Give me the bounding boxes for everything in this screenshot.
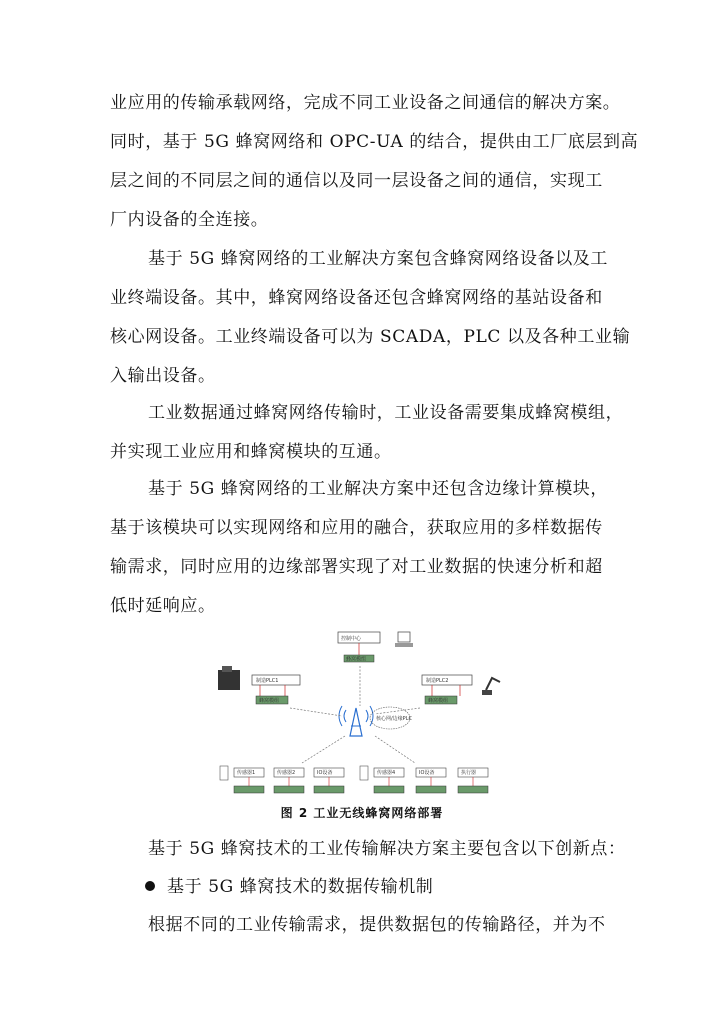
control-center-label: 控制中心 [341,636,362,642]
text-line: 低时延响应。 [110,596,216,616]
text-line: 入输出设备。 [110,366,216,386]
text-line: 输需求，同时应用的边缘部署实现了对工业数据的快速分析和超 [110,557,603,577]
bullet-icon [145,881,155,891]
device-label: IO设备 [419,770,435,776]
network-deployment-figure [210,628,510,803]
device-icon [220,766,228,780]
text-line: 根据不同的工业传输需求，提供数据包的传输路径，并为不 [148,915,606,935]
robot-arm-icon [486,678,500,690]
tower-label: 核心网/边缘PLC [376,716,412,722]
computer-icon [398,632,410,642]
plc2-node [422,675,500,704]
plc1-node [218,666,300,704]
module-label: 蜂窝模组 [428,698,449,704]
plc2-label: 制造PLC2 [426,678,449,684]
paragraph-1 [110,84,639,240]
device-label: 传感器1 [237,770,256,776]
device-group-left [220,766,344,793]
paragraph-3 [110,394,625,472]
device-group-right [360,766,488,793]
innovation-intro [110,830,625,869]
text-line: 工业数据通过蜂窝网络传输时，工业设备需要集成蜂窝模组， [148,403,624,423]
device-label: 执行器 [461,770,477,776]
text-line: 同时，基于 5G 蜂窝网络和 OPC-UA 的结合，提供由工厂底层到高 [110,132,639,152]
text-line: 层之间的不同层之间的通信以及同一层设备之间的通信，实现工 [110,171,603,191]
paragraph-4 [110,470,625,626]
text-line: 厂内设备的全连接。 [110,210,269,230]
computer-base-icon [395,643,413,647]
cell-tower-icon [350,708,362,736]
device-label: 传感器2 [277,770,296,776]
figure-caption: 图 2 工业无线蜂窝网络部署 [280,806,444,820]
module-label: 蜂窝模组 [346,656,367,663]
paragraph-last [110,906,625,945]
device-label: 传感器4 [377,770,396,776]
bullet-text: 基于 5G 蜂窝技术的数据传输机制 [167,877,434,897]
control-center-node [338,632,413,663]
device-label: IO设备 [317,770,333,776]
bullet-item [145,868,433,907]
text-line: 基于 5G 蜂窝技术的工业传输解决方案主要包含以下创新点： [148,839,626,859]
module-label: 蜂窝模组 [259,698,280,704]
network-diagram [210,628,510,803]
text-line: 核心网设备。工业终端设备可以为 SCADA，PLC 以及各种工业输 [110,327,631,347]
text-line: 并实现工业应用和蜂窝模块的互通。 [110,442,392,462]
machine-icon [218,670,240,690]
text-line: 业应用的传输承载网络，完成不同工业设备之间通信的解决方案。 [110,93,621,113]
text-line: 基于 5G 蜂窝网络的工业解决方案中还包含边缘计算模块， [148,479,609,499]
plc1-label: 制造PLC1 [256,678,279,684]
paragraph-2 [110,240,631,396]
text-line: 业终端设备。其中，蜂窝网络设备还包含蜂窝网络的基站设备和 [110,288,603,308]
text-line: 基于该模块可以实现网络和应用的融合，获取应用的多样数据传 [110,518,603,538]
device-icon [360,766,368,780]
text-line: 基于 5G 蜂窝网络的工业解决方案包含蜂窝网络设备以及工 [148,249,609,269]
